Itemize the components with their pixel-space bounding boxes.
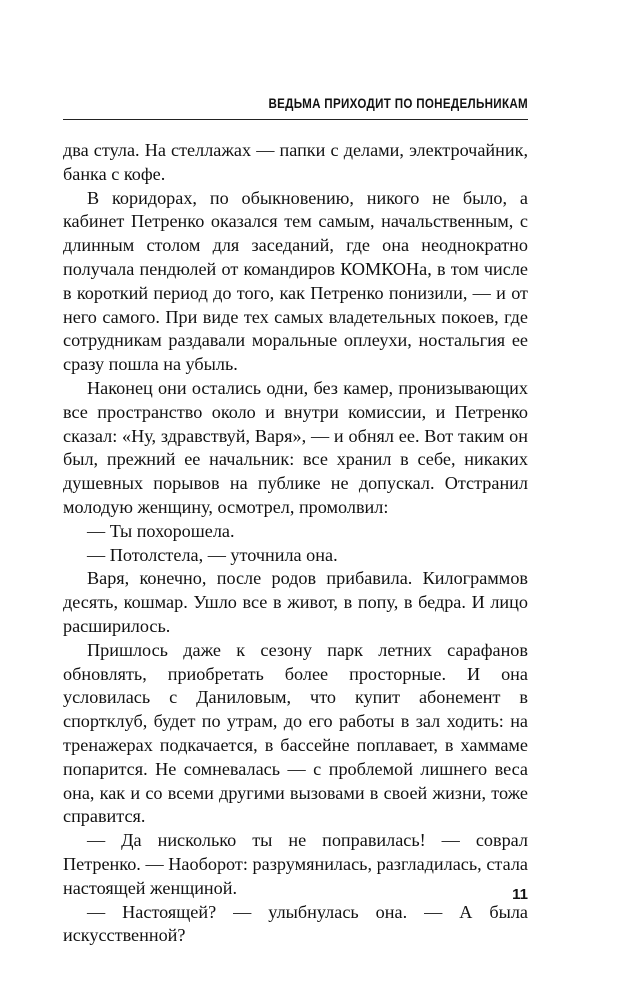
paragraph: В коридорах, по обыкновению, никого не было, а кабинет Петренко оказался тем самым, начальственным, с длинным столом для заседаний, где она неоднократно получала пендюлей от командиров КОМКОНа, в том числе в короткий период до того, как Петренко понизили, — и от него самого. При виде тех самых владетельных покоев, где сотрудникам раздавали моральные оплеухи, ностальгия ее сразу пошла на убыль. bbox=[63, 187, 528, 375]
dialogue-line: — Настоящей? — улыбнулась она. — А была искусственной? bbox=[63, 901, 528, 946]
paragraph: Наконец они остались одни, без камер, пронизывающих все пространство около и внутри комиссии, и Петренко сказал: «Ну, здравствуй, Варя», — и обнял ее. Вот таким он был, прежний ее начальник: все хранил в себе, никаких душевных порывов на публике не допускал. Отстранил молодую женщину, осмотрел, промолвил: bbox=[63, 377, 528, 517]
body-text bbox=[63, 139, 528, 948]
paragraph: Варя, конечно, после родов прибавила. Килограммов десять, кошмар. Ушло все в живот, в попу, в бедра. И лицо расширилось. bbox=[63, 568, 528, 636]
running-header-title: ВЕДЬМА ПРИХОДИТ ПО ПОНЕДЕЛЬНИКАМ bbox=[268, 96, 528, 111]
dialogue-line: — Да нисколько ты не поправилась! — соврал Петренко. — Наоборот: разрумянилась, разгладилась, стала настоящей женщиной. bbox=[63, 830, 528, 898]
dialogue-line: — Потолстела, — уточнила она. bbox=[87, 544, 338, 565]
header-rule bbox=[63, 119, 528, 120]
page-number: 11 bbox=[512, 886, 528, 903]
dialogue-line: — Ты похорошела. bbox=[87, 520, 235, 541]
paragraph: два стула. На стеллажах — папки с делами, электрочайник, банка с кофе. bbox=[63, 140, 528, 184]
paragraph: Пришлось даже к сезону парк летних сарафанов обновлять, приобретать более просторные. И она условилась с Даниловым, что купит абонемент в спортклуб, будет по утрам, до его работы в зал ходить: на тренажерах подкачается, в бассейне поплавает, в хаммаме попарится. Не сомневалась — с проблемой лишнего веса она, как и со всеми другими вызовами в своей жизни, тоже справится. bbox=[63, 639, 528, 827]
